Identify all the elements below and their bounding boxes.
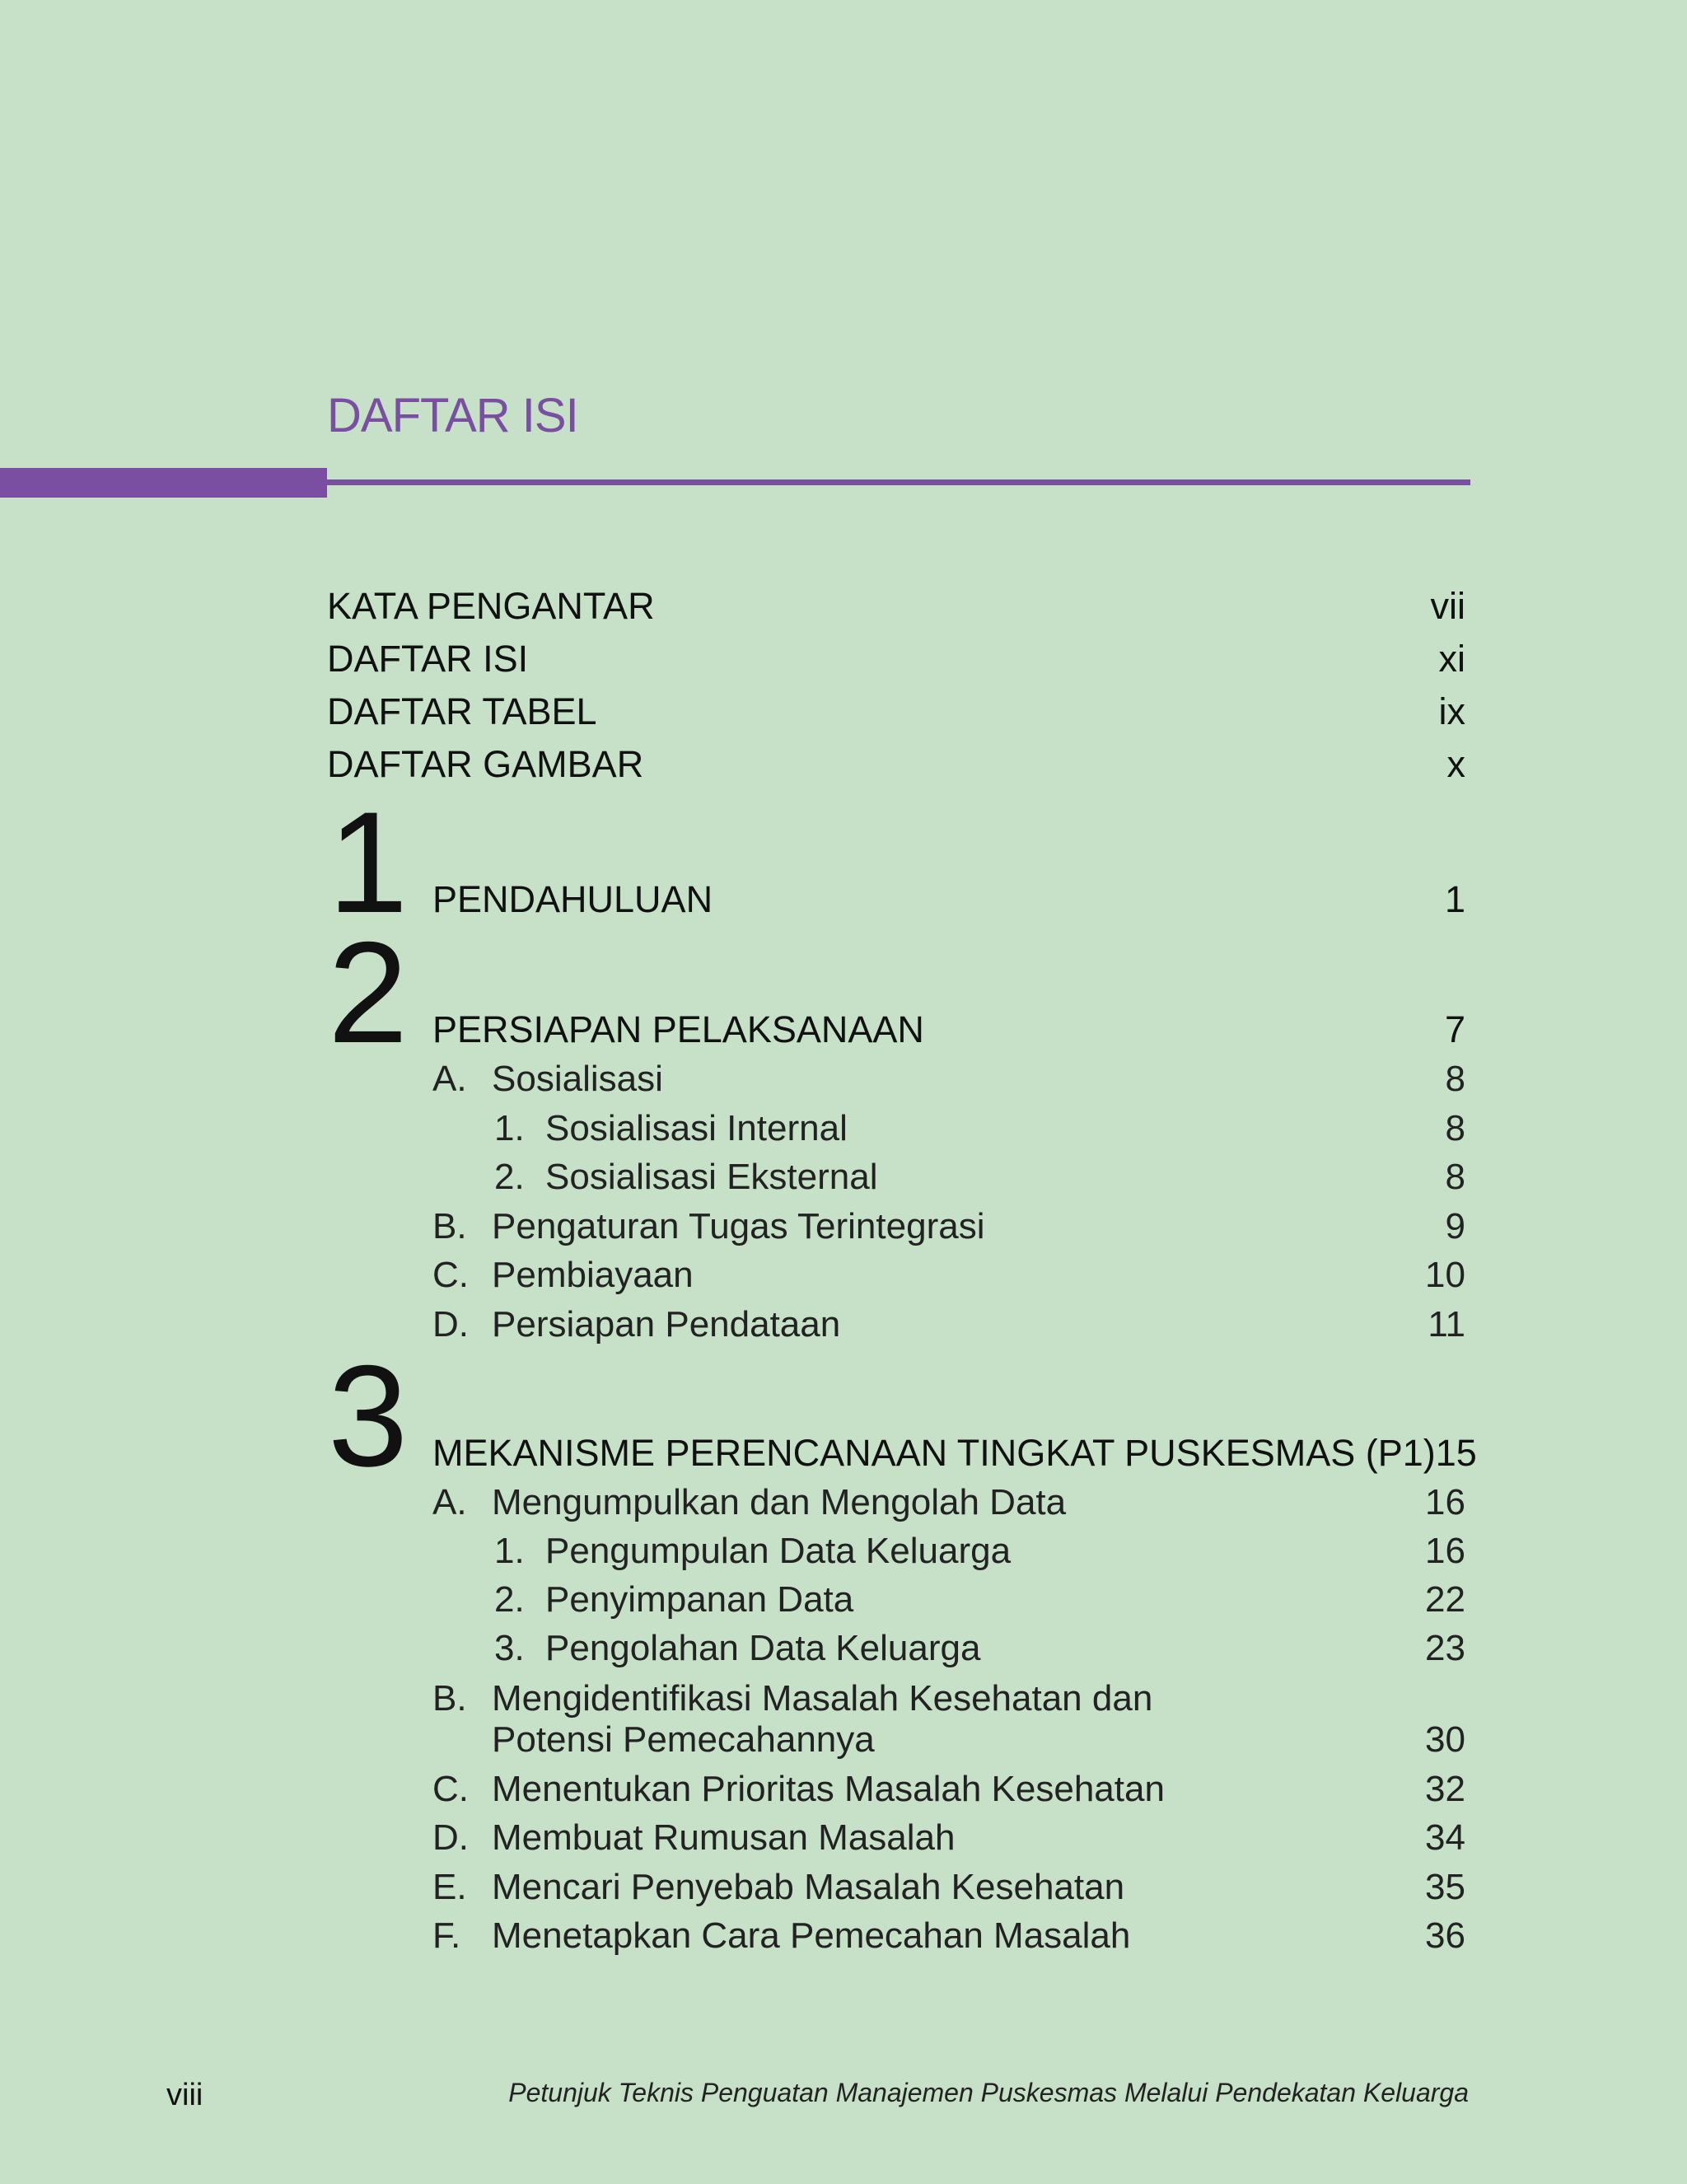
toc-section-label: Menentukan Prioritas Masalah Kesehatan [492,1769,1165,1809]
toc-section-page: 32 [1425,1769,1465,1809]
toc-entry-daftar-gambar[interactable] [327,740,1465,789]
toc-section[interactable] [432,1813,1465,1863]
toc-section-label: Mengumpulkan dan Mengolah Data [492,1482,1067,1522]
toc-chapter-page: 1 [1444,878,1465,920]
toc-section-label: Pembiayaan [492,1255,694,1295]
toc-chapter-title: PERSIAPAN PELAKSANAAN [432,1008,924,1050]
toc-subsection-label: Pengolahan Data Keluarga [545,1628,981,1668]
toc-section-continuation[interactable] [432,1715,1465,1765]
toc-subsection[interactable] [494,1624,1465,1673]
toc-subsection-label: Pengumpulan Data Keluarga [545,1531,1012,1571]
toc-section[interactable] [432,1055,1465,1104]
toc-section-label: Mengidentifikasi Masalah Kesehatan dan [492,1678,1153,1719]
toc-section-page: 34 [1425,1817,1465,1858]
toc-section-letter: A. [432,1482,467,1522]
footer-book-title: Petunjuk Teknis Penguatan Manajemen Puskesmas Melalui Pendekatan Keluarga [508,2078,1469,2107]
toc-section-label: Sosialisasi [492,1059,663,1099]
toc-subsection-number: 1. [494,1108,525,1148]
toc-entry-page: ix [1438,690,1465,732]
toc-section-page: 10 [1425,1255,1465,1295]
toc-entry-page: x [1446,743,1465,785]
toc-section-letter: D. [432,1817,469,1858]
toc-subsection-page: 23 [1425,1628,1465,1668]
toc-subsection-label: Penyimpanan Data [545,1579,854,1620]
toc-section-page: 8 [1445,1059,1465,1099]
toc-subsection[interactable] [494,1104,1465,1153]
toc-section-page: 11 [1428,1304,1465,1345]
toc-subsection-number: 3. [494,1628,525,1668]
toc-chapter-title: MEKANISME PERENCANAAN TINGKAT PUSKESMAS (P1) [432,1432,1436,1474]
chapter-number: 3 [328,1336,409,1497]
toc-section-label: Pengaturan Tugas Terintegrasi [492,1206,985,1246]
toc-section-page: 35 [1425,1867,1465,1907]
toc-subsection-number: 2. [494,1579,525,1620]
toc-subsection-page: 8 [1445,1157,1465,1197]
page-title: DAFTAR ISI [327,389,578,442]
footer-page-number: viii [166,2078,203,2112]
toc-chapter-page: 15 [1435,1432,1477,1474]
toc-subsection-page: 8 [1445,1108,1465,1148]
toc-subsection[interactable] [494,1575,1465,1625]
toc-section-letter: E. [432,1867,467,1907]
toc-section-letter: B. [432,1206,467,1246]
toc-section-label: Membuat Rumusan Masalah [492,1817,956,1858]
toc-section-letter: D. [432,1304,469,1345]
toc-section[interactable] [432,1251,1465,1300]
toc-subsection-page: 16 [1425,1531,1465,1571]
toc-chapter-persiapan[interactable] [432,1005,1465,1055]
toc-section-letter: B. [432,1678,467,1719]
toc-subsection[interactable] [494,1153,1465,1202]
toc-subsection-page: 22 [1425,1579,1465,1620]
toc-subsection-label: Sosialisasi Eksternal [545,1157,878,1197]
toc-section-letter: A. [432,1059,467,1099]
toc-subsection-number: 1. [494,1531,525,1571]
toc-chapter-page: 7 [1444,1008,1465,1050]
toc-chapter-pendahuluan[interactable] [432,875,1465,924]
toc-entry-label: DAFTAR ISI [327,638,529,680]
toc-section-page: 36 [1425,1915,1465,1956]
toc-section-letter: C. [432,1255,469,1295]
toc-section[interactable] [432,1765,1465,1814]
toc-entry-daftar-tabel[interactable] [327,687,1465,737]
chapter-number: 2 [328,913,409,1073]
toc-section[interactable] [432,1863,1465,1912]
toc-section[interactable] [432,1300,1465,1349]
title-underline [327,479,1470,485]
toc-entry-label: DAFTAR GAMBAR [327,743,644,785]
toc-section-page: 30 [1425,1719,1465,1760]
chapter-number: 1 [328,783,409,943]
toc-subsection-number: 2. [494,1157,525,1197]
toc-section[interactable] [432,1202,1465,1251]
toc-section-letter: F. [432,1915,461,1956]
toc-chapter-title: PENDAHULUAN [432,878,713,920]
toc-section-page: 9 [1445,1206,1465,1246]
toc-section-label: Menetapkan Cara Pemecahan Masalah [492,1915,1131,1956]
toc-subsection[interactable] [494,1527,1465,1576]
toc-section-label: Potensi Pemecahannya [492,1719,875,1760]
toc-entry-page: xi [1438,638,1465,680]
toc-section-page: 16 [1425,1482,1465,1522]
toc-subsection-label: Sosialisasi Internal [545,1108,848,1148]
toc-chapter-mekanisme[interactable] [432,1429,1477,1478]
toc-entry-kata-pengantar[interactable] [327,582,1465,631]
toc-section-label: Mencari Penyebab Masalah Kesehatan [492,1867,1125,1907]
toc-section[interactable] [432,1911,1465,1961]
toc-section[interactable] [432,1478,1465,1527]
toc-section-letter: C. [432,1769,469,1809]
toc-section-label: Persiapan Pendataan [492,1304,841,1345]
toc-entry-label: KATA PENGANTAR [327,585,655,627]
toc-entry-label: DAFTAR TABEL [327,690,597,732]
title-accent-bar [0,468,327,498]
toc-entry-page: vii [1430,585,1465,627]
toc-entry-daftar-isi[interactable] [327,634,1465,684]
